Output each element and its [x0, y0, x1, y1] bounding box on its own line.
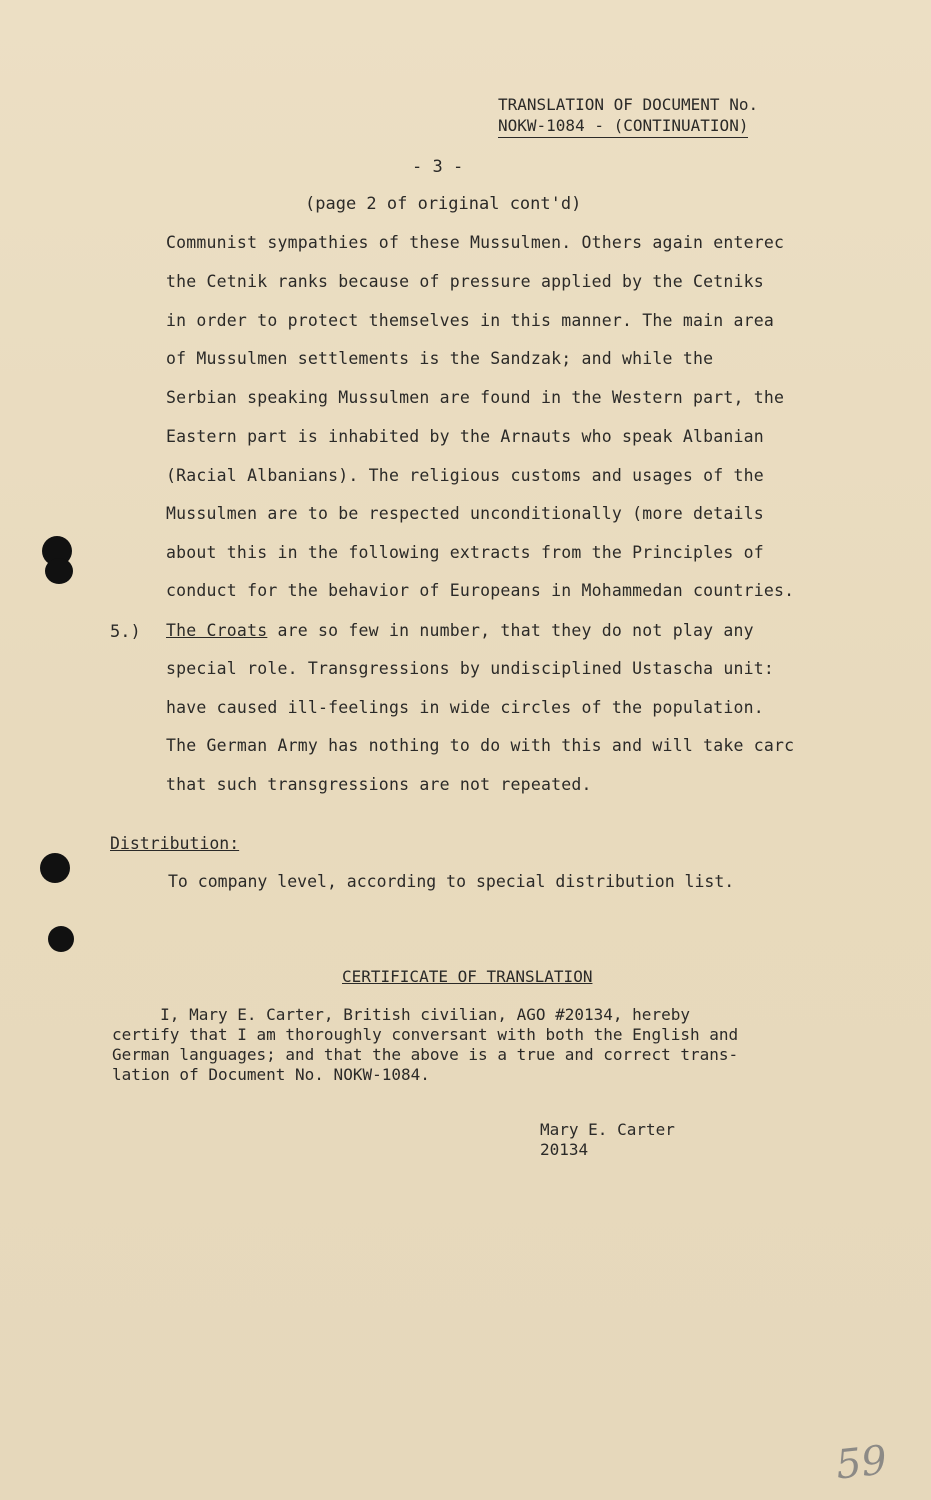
- item-5-subject: The Croats: [166, 621, 268, 640]
- item-5-line: The German Army has nothing to do with this and will take carc: [166, 736, 795, 755]
- item-5-first-line: [166, 621, 754, 640]
- body-line: about this in the following extracts from the Principles of: [166, 543, 764, 562]
- body-line: Mussulmen are to be respected unconditionally (more details: [166, 504, 764, 523]
- body-line: the Cetnik ranks because of pressure applied by the Cetniks: [166, 272, 764, 291]
- body-line: of Mussulmen settlements is the Sandzak; and while the: [166, 349, 714, 368]
- binder-hole-bottom: [48, 926, 74, 952]
- signature-block: [540, 1120, 675, 1160]
- certificate-line: certify that I am thoroughly conversant with both the English and: [112, 1025, 739, 1044]
- item-5-first-line-rest: are so few in number, that they do not play any: [267, 621, 754, 640]
- body-line: conduct for the behavior of Europeans in Mohammedan countries.: [166, 581, 795, 600]
- pencil-page-mark: 59: [833, 1437, 890, 1489]
- body-line: Eastern part is inhabited by the Arnauts who speak Albanian: [166, 427, 764, 446]
- certificate-title: CERTIFICATE OF TRANSLATION: [342, 967, 593, 986]
- header-line-2: NOKW-1084 - (CONTINUATION): [498, 115, 748, 138]
- body-line: Serbian speaking Mussulmen are found in the Western part, the: [166, 388, 785, 407]
- certificate-line: German languages; and that the above is a true and correct trans-: [112, 1045, 739, 1064]
- item-5-line: have caused ill-feelings in wide circles of the population.: [166, 698, 764, 717]
- signature-name: Mary E. Carter: [540, 1120, 675, 1139]
- document-header: [498, 94, 758, 138]
- binder-hole-middle: [40, 853, 70, 883]
- item-5-line: special role. Transgressions by undisciplined Ustascha unit:: [166, 659, 775, 678]
- distribution-text: To company level, according to special distribution list.: [168, 872, 735, 891]
- body-line: (Racial Albanians). The religious customs and usages of the: [166, 466, 764, 485]
- certificate-line: I, Mary E. Carter, British civilian, AGO #20134, hereby: [112, 1005, 690, 1024]
- header-line-1: TRANSLATION OF DOCUMENT No.: [498, 95, 759, 114]
- body-line: in order to protect themselves in this manner. The main area: [166, 311, 775, 330]
- binder-hole-top-lower: [45, 558, 73, 584]
- distribution-label: Distribution:: [110, 834, 240, 853]
- body-line: Communist sympathies of these Mussulmen. Others again enterec: [166, 233, 785, 252]
- item-5-number: 5.): [110, 622, 141, 642]
- certificate-line: lation of Document No. NOKW-1084.: [112, 1065, 430, 1084]
- item-5-line: that such transgressions are not repeated.: [166, 775, 592, 794]
- signature-number: 20134: [540, 1140, 589, 1159]
- page-number: - 3 -: [412, 157, 464, 177]
- page-subtitle: (page 2 of original cont'd): [305, 194, 582, 214]
